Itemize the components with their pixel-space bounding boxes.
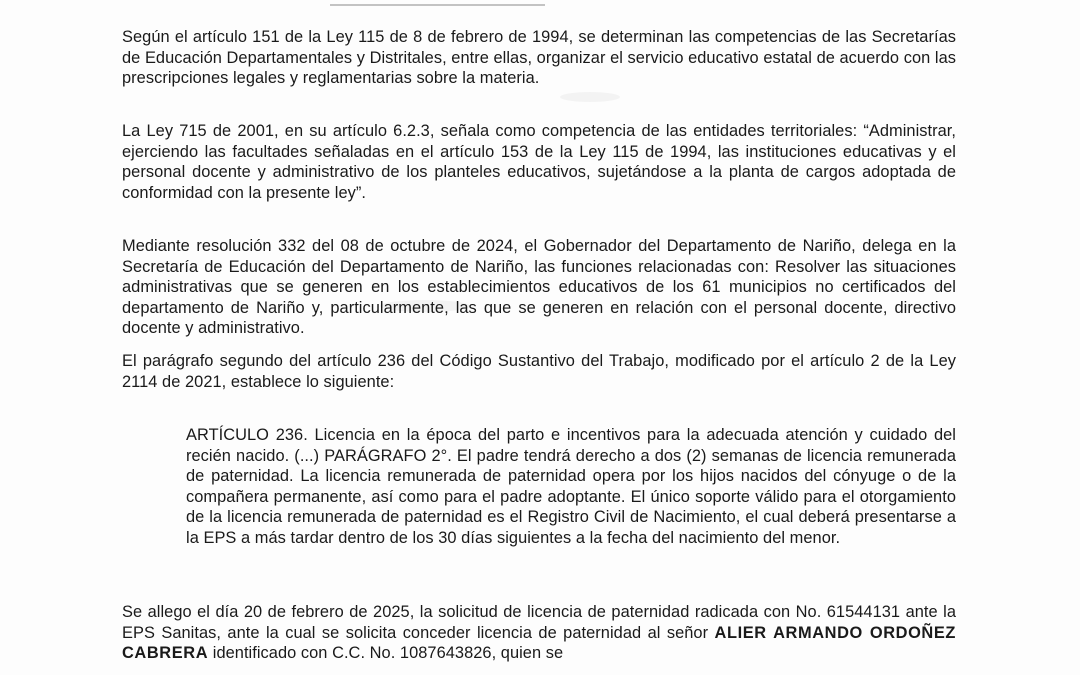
beneficiary-name: ALIER ARMANDO ORDOÑEZ CABRERA xyxy=(122,623,957,663)
scan-smudge xyxy=(380,300,470,312)
paragraph-ley-115: Según el artículo 151 de la Ley 115 de 8 de febrero de 1994, se determinan las competencias de las Secretarías de Educación Departamentales y Distritales, entre ellas, organizar el servicio educativo estatal de acuerdo con las prescripciones legales y reglamentarias sobre la materia. xyxy=(122,28,956,88)
paragraph-resolucion-332: Mediante resolución 332 del 08 de octubre de 2024, el Gobernador del Departamento de Nariño, delega en la Secretaría de Educación del Departamento de Nariño, las funciones relacionadas con: Resolver las situaciones administrativas que se generen en los establecimientos educativos de los 61 municipios no certificados del departamento de Nariño y, particularmente, las que se generen en relación con el personal docente, directivo docente y administrativo. xyxy=(122,237,956,338)
solicitud-text-after: identificado con C.C. No. 1087643826, quien se xyxy=(208,644,564,663)
quoted-articulo-236: ARTÍCULO 236. Licencia en la época del parto e incentivos para la adecuada atención y cuidado del recién nacido. (...) PARÁGRAFO 2°. El padre tendrá derecho a dos (2) semanas de licencia remunerada de paternidad. La licencia remunerada de paternidad opera por los hijos nacidos del cónyuge o de la compañera permanente, así como para el padre adoptante. El único soporte válido para el otorgamiento de la licencia remunerada de paternidad es el Registro Civil de Nacimiento, el cual deberá presentarse a la EPS a más tardar dentro de los 30 días siguientes a la fecha del nacimiento del menor. xyxy=(186,426,956,547)
scan-smudge xyxy=(560,92,620,102)
solicitud-text-before: Se allego el día 20 de febrero de 2025, la solicitud de licencia de paternidad radicada con No. 61544131 ante la EPS Sanitas, ante la cual se solicita conceder licencia de paternidad al señor xyxy=(122,603,956,642)
paragraph-ley-715: La Ley 715 de 2001, en su artículo 6.2.3, señala como competencia de las entidades territoriales: “Administrar, ejerciendo las facultades señaladas en el artículo 153 de la Ley 115 de 1994, las instituciones educativas y el personal docente y administrativo de los planteles educativos, sujetándose a la planta de cargos adoptada de conformidad con la presente ley”. xyxy=(122,122,956,202)
paragraph-solicitud-licencia xyxy=(122,602,956,664)
header-remnant xyxy=(330,0,545,6)
paragraph-paragrafo-236: El parágrafo segundo del artículo 236 del Código Sustantivo del Trabajo, modificado por el artículo 2 de la Ley 2114 de 2021, establece lo siguiente: xyxy=(122,352,956,391)
